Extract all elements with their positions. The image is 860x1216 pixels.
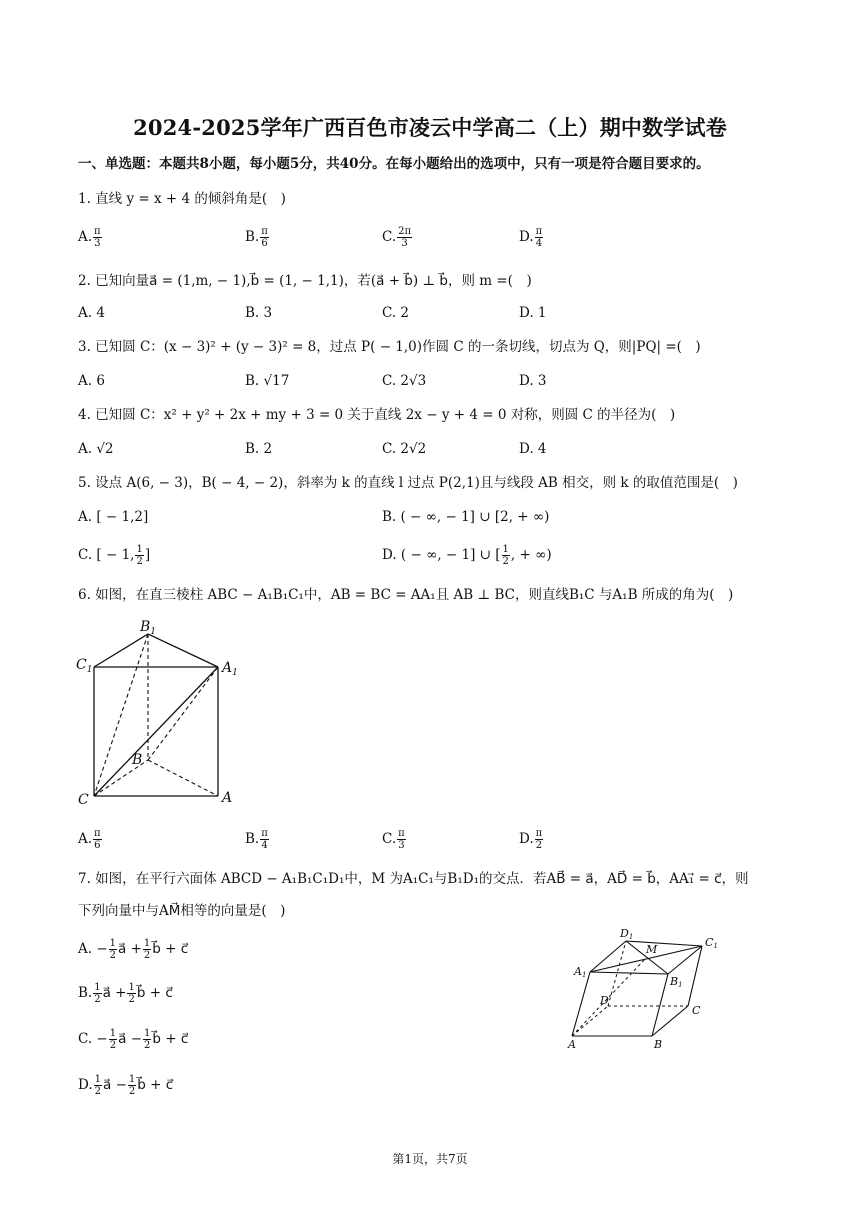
numerator: 1 <box>144 1028 151 1039</box>
question-5-option-a[interactable]: A. [ − 1,2] <box>78 509 149 525</box>
question-5-option-d[interactable] <box>382 544 552 567</box>
numerator: 2π <box>398 226 412 237</box>
question-5-stem: 5. 设点 A(6, − 3)，B( − 4, − 2)，斜率为 k 的直线 l 过点 P(2,1)且与线段 AB 相交，则 k 的取值范围是( ) <box>78 475 738 491</box>
label-m: M <box>646 943 658 956</box>
label-a1: $A_1$ <box>222 660 238 678</box>
denominator: 2 <box>535 840 543 851</box>
option-term-2: b⃗ + c⃗ <box>152 941 189 957</box>
option-term-2: b⃗ + c⃗ <box>136 985 173 1001</box>
label-b: B <box>132 752 143 768</box>
fraction <box>260 226 269 249</box>
question-3-option-c[interactable]: C. 2√3 <box>382 373 427 389</box>
option-term-2: b⃗ + c⃗ <box>137 1077 174 1093</box>
denominator: 3 <box>94 238 101 249</box>
fraction <box>535 828 544 851</box>
section-heading: 一、单选题：本题共8小题，每小题5分，共40分。在每小题给出的选项中，只有一项是符合题目要求的。 <box>78 156 710 172</box>
question-7-option-c[interactable] <box>78 1028 188 1051</box>
numerator: 1 <box>136 544 143 555</box>
denominator: 2 <box>109 950 117 961</box>
edge-d-d1 <box>608 941 626 1006</box>
option-label: B. <box>245 831 260 847</box>
denominator: 2 <box>144 1040 151 1051</box>
numerator: π <box>398 828 405 839</box>
fraction <box>128 1074 136 1097</box>
option-d-prefix: D. ( − ∞, − 1] ∪ [ <box>382 547 501 563</box>
denominator: 2 <box>94 1086 102 1097</box>
denominator: 6 <box>94 840 101 851</box>
question-3-option-b[interactable]: B. √17 <box>245 373 290 389</box>
option-label: C. − <box>78 1031 108 1047</box>
question-2-option-d[interactable]: D. 1 <box>519 305 547 321</box>
numerator: π <box>535 828 543 839</box>
label-d: D <box>600 994 609 1007</box>
denominator: 2 <box>128 1086 136 1097</box>
option-term-1: a⃗ − <box>118 1031 143 1047</box>
fraction <box>143 938 151 961</box>
question-7-stem-line-2: 下列向量中与AM⃗相等的向量是( ) <box>78 903 286 919</box>
label-a: A <box>222 790 233 806</box>
denominator: 2 <box>109 1040 117 1051</box>
denominator: 2 <box>94 994 101 1005</box>
denominator: 3 <box>401 238 408 249</box>
denominator: 2 <box>502 556 509 567</box>
question-2-option-a[interactable]: A. 4 <box>78 305 105 321</box>
question-4-option-b[interactable]: B. 2 <box>245 441 273 457</box>
fraction <box>397 226 412 249</box>
question-4-option-d[interactable]: D. 4 <box>519 441 547 457</box>
option-label: D. <box>519 831 534 847</box>
denominator: 2 <box>136 556 143 567</box>
fraction <box>127 982 135 1005</box>
question-3-option-d[interactable]: D. 3 <box>519 373 547 389</box>
numerator: 1 <box>502 544 509 555</box>
numerator: π <box>94 828 101 839</box>
fraction <box>260 828 269 851</box>
question-2-stem: 2. 已知向量a⃗ = (1,m, − 1),b⃗ = (1, − 1,1)，若(a⃗ + b⃗) ⊥ b⃗，则 m =( ) <box>78 273 532 289</box>
question-1-option-a[interactable] <box>78 226 103 249</box>
question-4-stem: 4. 已知圆 C：x² + y² + 2x + my + 3 = 0 关于直线 2x − y + 4 = 0 对称，则圆 C 的半径为( ) <box>78 407 676 423</box>
question-1-stem: 1. 直线 y = x + 4 的倾斜角是( ) <box>78 191 286 207</box>
option-c-suffix: ] <box>144 547 151 563</box>
label-c: C <box>78 792 89 808</box>
option-label: A. <box>78 229 93 245</box>
question-6-stem: 6. 如图，在直三棱柱 ABC − A₁B₁C₁中，AB = BC = AA₁且 AB ⊥ BC，则直线B₁C 与A₁B 所成的角为( ) <box>78 587 734 603</box>
question-1-option-d[interactable] <box>519 226 544 249</box>
denominator: 2 <box>128 994 135 1005</box>
parallelepiped-figure <box>560 928 740 1053</box>
numerator: π <box>94 226 101 237</box>
edge-c1-b1 <box>94 634 148 667</box>
question-7-option-b[interactable] <box>78 982 173 1005</box>
edge-b1-a1 <box>148 634 218 667</box>
option-label: B. <box>245 229 260 245</box>
edge-c1-c <box>688 946 702 1006</box>
option-term-1: a⃗ + <box>102 985 127 1001</box>
numerator: 1 <box>143 938 151 949</box>
question-1-option-c[interactable] <box>382 226 413 249</box>
label-a1: A1 <box>574 965 587 979</box>
edge-b-c <box>652 1006 688 1036</box>
edge-b1-c <box>94 634 148 796</box>
question-6-option-c[interactable] <box>382 828 407 851</box>
numerator: π <box>261 828 268 839</box>
fraction <box>397 828 406 851</box>
label-b1: $B_1$ <box>140 619 157 637</box>
fraction <box>135 544 143 567</box>
question-5-option-c[interactable] <box>78 544 150 567</box>
numerator: 1 <box>109 938 117 949</box>
fraction <box>143 1028 151 1051</box>
exam-title: 2024-2025学年广西百色市凌云中学高二（上）期中数学试卷 <box>133 115 727 140</box>
numerator: 1 <box>94 982 101 993</box>
question-7-stem-line-1: 7. 如图，在平行六面体 ABCD − A₁B₁C₁D₁中，M 为A₁C₁与B₁D₁的交点．若AB⃗ = a⃗，AD⃗ = b⃗，AA₁⃗ = c⃗，则 <box>78 871 749 887</box>
option-label: D. <box>78 1077 93 1093</box>
fraction <box>93 226 102 249</box>
question-3-option-a[interactable]: A. 6 <box>78 373 105 389</box>
option-label: B. <box>78 985 93 1001</box>
question-4-option-c[interactable]: C. 2√2 <box>382 441 427 457</box>
option-term-2: b⃗ + c⃗ <box>152 1031 189 1047</box>
question-5-option-b[interactable]: B. ( − ∞, − 1] ∪ [2, + ∞) <box>382 509 550 525</box>
option-label: C. <box>382 229 397 245</box>
edge-b1-b <box>652 974 668 1036</box>
numerator: π <box>535 226 543 237</box>
option-label: D. <box>519 229 534 245</box>
fraction <box>109 1028 117 1051</box>
numerator: 1 <box>128 1074 136 1085</box>
denominator: 3 <box>398 840 405 851</box>
label-d1: D1 <box>620 928 634 941</box>
label-b1: B1 <box>670 975 683 989</box>
edge-a1-c <box>94 667 218 796</box>
question-6-option-b[interactable] <box>245 828 270 851</box>
fraction <box>502 544 510 567</box>
option-label: A. <box>78 831 93 847</box>
fraction <box>535 226 544 249</box>
question-1-option-b[interactable] <box>245 226 270 249</box>
fraction <box>109 938 117 961</box>
fraction <box>94 1074 102 1097</box>
question-7-option-a[interactable] <box>78 938 188 961</box>
numerator: 1 <box>128 982 135 993</box>
option-term-1: a⃗ + <box>118 941 142 957</box>
label-b: B <box>654 1038 663 1051</box>
edge-b1-a1 <box>590 972 668 974</box>
option-c-prefix: C. [ − 1, <box>78 547 135 563</box>
denominator: 6 <box>261 238 268 249</box>
label-c: C <box>692 1004 701 1017</box>
question-2-option-c[interactable]: C. 2 <box>382 305 410 321</box>
question-2-option-b[interactable]: B. 3 <box>245 305 273 321</box>
label-c1: C1 <box>705 936 718 950</box>
question-7-option-d[interactable] <box>78 1074 173 1097</box>
question-4-option-a[interactable]: A. √2 <box>78 441 114 457</box>
numerator: 1 <box>94 1074 102 1085</box>
fraction <box>93 982 101 1005</box>
edge-d1-c1 <box>626 941 702 946</box>
label-a: A <box>568 1038 576 1051</box>
fraction <box>93 828 102 851</box>
option-label: A. − <box>78 941 108 957</box>
question-3-stem: 3. 已知圆 C：(x − 3)² + (y − 3)² = 8，过点 P( − 1,0)作圆 C 的一条切线，切点为 Q，则|PQ| =( ) <box>78 339 701 355</box>
option-label: C. <box>382 831 397 847</box>
page-footer: 第1页，共7页 <box>392 1152 468 1166</box>
edge-a-d <box>572 1006 608 1036</box>
numerator: 1 <box>109 1028 117 1039</box>
question-6-option-d[interactable] <box>519 828 544 851</box>
denominator: 2 <box>143 950 151 961</box>
option-term-1: a⃗ − <box>103 1077 127 1093</box>
edge-b-a <box>148 760 218 796</box>
denominator: 4 <box>261 840 268 851</box>
option-d-suffix: , + ∞) <box>510 547 552 563</box>
prism-figure <box>70 612 250 812</box>
edge-b-a1 <box>148 667 218 760</box>
question-6-option-a[interactable] <box>78 828 103 851</box>
denominator: 4 <box>535 238 543 249</box>
numerator: π <box>261 226 268 237</box>
label-c1: $C_1$ <box>76 657 93 675</box>
